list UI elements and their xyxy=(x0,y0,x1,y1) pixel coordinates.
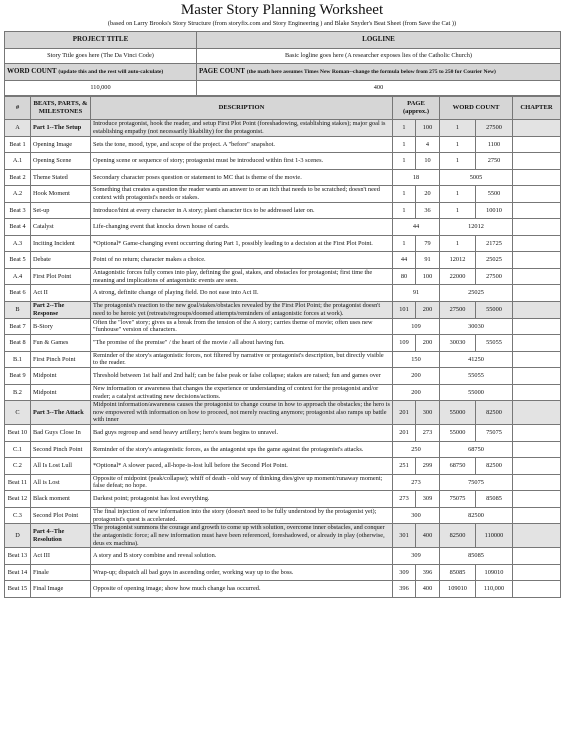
row-word-end[interactable]: 27500 xyxy=(476,268,513,285)
row-description: Bad guys regroup and send heavy artillery; hero's team begins to unravel. xyxy=(91,425,393,442)
row-word-start[interactable]: 85085 xyxy=(440,564,476,581)
row-word-end[interactable]: 2750 xyxy=(476,153,513,170)
row-page[interactable]: 91 xyxy=(393,285,440,302)
row-beat-name: Midpoint xyxy=(31,368,91,385)
row-number: Beat 15 xyxy=(5,581,31,598)
row-word-end[interactable]: 55000 xyxy=(476,302,513,319)
row-word-count[interactable]: 12012 xyxy=(440,219,513,236)
row-description: The protagonist's reaction to the new goal/stakes/obstacles revealed by the First Plot Point; the protagonist doesn't need to be heroic yet (retreats/regroups/doomed attempts/reminders of antagonistic forces at work). xyxy=(91,302,393,319)
row-word-count[interactable]: 82500 xyxy=(440,507,513,524)
row-word-start[interactable]: 1 xyxy=(440,120,476,137)
table-row xyxy=(5,302,561,319)
row-word-end[interactable]: 1100 xyxy=(476,136,513,153)
row-chapter[interactable] xyxy=(513,384,561,401)
row-word-end[interactable]: 75075 xyxy=(476,425,513,442)
row-page-start[interactable]: 201 xyxy=(393,401,416,425)
row-word-end[interactable]: 5500 xyxy=(476,186,513,203)
worksheet xyxy=(4,2,560,598)
row-description: Introduce/hint at every character in A story; plant character tics to be addressed later on. xyxy=(91,202,393,219)
row-page-start[interactable]: 309 xyxy=(393,564,416,581)
row-beat-name: Midpoint xyxy=(31,384,91,401)
row-word-count[interactable]: 30030 xyxy=(440,318,513,335)
row-description: Life-changing event that knocks down house of cards. xyxy=(91,219,393,236)
page-count-value[interactable]: 400 xyxy=(197,81,561,96)
row-chapter[interactable] xyxy=(513,268,561,285)
row-beat-name: Opening Image xyxy=(31,136,91,153)
row-word-start[interactable]: 27500 xyxy=(440,302,476,319)
row-number: Beat 12 xyxy=(5,491,31,508)
row-word-end[interactable]: 110,000 xyxy=(476,581,513,598)
row-number: Beat 14 xyxy=(5,564,31,581)
row-description: Wrap-up; dispatch all bad guys in ascending order, working way up to the boss. xyxy=(91,564,393,581)
row-chapter[interactable] xyxy=(513,186,561,203)
table-row xyxy=(5,425,561,442)
row-chapter[interactable] xyxy=(513,219,561,236)
row-number: D xyxy=(5,524,31,548)
row-number: Beat 2 xyxy=(5,169,31,186)
row-page[interactable]: 109 xyxy=(393,318,440,335)
row-page-end[interactable]: 4 xyxy=(416,136,440,153)
row-description: Secondary character poses question or statement to MC that is theme of the movie. xyxy=(91,169,393,186)
row-page-end[interactable]: 79 xyxy=(416,235,440,252)
row-word-start[interactable]: 1 xyxy=(440,136,476,153)
row-page-start[interactable]: 1 xyxy=(393,235,416,252)
row-word-end[interactable]: 82500 xyxy=(476,458,513,475)
project-info-table xyxy=(4,31,561,96)
table-row xyxy=(5,401,561,425)
page-subtitle: (based on Larry Brooks's Story Structure (from storyfix.com and Story Engineering ) and Blake Snyder's Beat Sheet (from Save the Cat )) xyxy=(107,20,457,27)
row-beat-name: Part 4--The Resolution xyxy=(31,524,91,548)
row-page-start[interactable]: 80 xyxy=(393,268,416,285)
row-number: Beat 5 xyxy=(5,252,31,269)
row-page-start[interactable]: 396 xyxy=(393,581,416,598)
row-page-end[interactable]: 309 xyxy=(416,491,440,508)
col-page-header: PAGE (approx.) xyxy=(393,97,440,120)
row-word-start[interactable]: 55000 xyxy=(440,425,476,442)
row-chapter[interactable] xyxy=(513,235,561,252)
row-description: A strong, definite change of playing field. Do not ease into Act II. xyxy=(91,285,393,302)
row-word-count[interactable]: 85085 xyxy=(440,548,513,565)
row-chapter[interactable] xyxy=(513,458,561,475)
row-page-end[interactable]: 100 xyxy=(416,268,440,285)
row-page-start[interactable]: 1 xyxy=(393,136,416,153)
table-row xyxy=(5,235,561,252)
row-number: Beat 3 xyxy=(5,202,31,219)
row-chapter[interactable] xyxy=(513,153,561,170)
row-word-count[interactable]: 68750 xyxy=(440,441,513,458)
project-title-label: PROJECT TITLE xyxy=(5,32,197,49)
row-beat-name: Second Plot Point xyxy=(31,507,91,524)
row-beat-name: Part 1--The Setup xyxy=(31,120,91,137)
row-word-end[interactable]: 10010 xyxy=(476,202,513,219)
row-description: Opposite of opening image; show how much change has occurred. xyxy=(91,581,393,598)
row-beat-name: Debate xyxy=(31,252,91,269)
row-page-end[interactable]: 400 xyxy=(416,524,440,548)
row-chapter[interactable] xyxy=(513,581,561,598)
row-chapter[interactable] xyxy=(513,202,561,219)
row-number: B.2 xyxy=(5,384,31,401)
table-row xyxy=(5,441,561,458)
table-row xyxy=(5,285,561,302)
row-chapter[interactable] xyxy=(513,425,561,442)
word-count-value[interactable]: 110,000 xyxy=(5,81,197,96)
word-count-note: (update this and the rest will auto-calculate) xyxy=(58,68,164,75)
row-beat-name: Second Pinch Point xyxy=(31,441,91,458)
table-row xyxy=(5,491,561,508)
row-chapter[interactable] xyxy=(513,302,561,319)
table-row xyxy=(5,186,561,203)
row-chapter[interactable] xyxy=(513,169,561,186)
logline-value[interactable]: Basic logline goes here (A researcher exposes lies of the Catholic Church) xyxy=(197,49,561,64)
row-number: Beat 11 xyxy=(5,474,31,491)
row-page[interactable]: 300 xyxy=(393,507,440,524)
row-number: Beat 10 xyxy=(5,425,31,442)
row-page-end[interactable]: 200 xyxy=(416,335,440,352)
row-word-start[interactable]: 75075 xyxy=(440,491,476,508)
row-chapter[interactable] xyxy=(513,441,561,458)
row-word-start[interactable]: 22000 xyxy=(440,268,476,285)
table-row xyxy=(5,202,561,219)
table-row xyxy=(5,564,561,581)
column-header-row xyxy=(5,97,561,120)
row-page-end[interactable]: 273 xyxy=(416,425,440,442)
row-page-start[interactable]: 1 xyxy=(393,120,416,137)
row-page-start[interactable]: 1 xyxy=(393,186,416,203)
row-number: Beat 1 xyxy=(5,136,31,153)
row-chapter[interactable] xyxy=(513,368,561,385)
row-number: Beat 9 xyxy=(5,368,31,385)
table-row xyxy=(5,507,561,524)
row-word-start[interactable]: 1 xyxy=(440,235,476,252)
row-word-start[interactable]: 12012 xyxy=(440,252,476,269)
row-beat-name: Inciting Incident xyxy=(31,235,91,252)
row-number: Beat 13 xyxy=(5,548,31,565)
row-description: Opening scene or sequence of story; protagonist must be introduced within first 1-3 scenes. xyxy=(91,153,393,170)
row-chapter[interactable] xyxy=(513,507,561,524)
page-count-label: PAGE COUNT xyxy=(199,66,245,75)
row-description: Midpoint information/awareness causes the protagonist to change course in how to approach the obstacles; the hero is now empowered with information on how to proceed, not merely reacting anymore; protagonist also ramps up battle with inner xyxy=(91,401,393,425)
row-page-start[interactable]: 101 xyxy=(393,302,416,319)
table-row xyxy=(5,120,561,137)
row-chapter[interactable] xyxy=(513,252,561,269)
row-chapter[interactable] xyxy=(513,548,561,565)
row-word-start[interactable]: 68750 xyxy=(440,458,476,475)
col-num-header: # xyxy=(5,97,31,120)
table-row xyxy=(5,548,561,565)
row-page-end[interactable]: 10 xyxy=(416,153,440,170)
row-description: Threshold between 1st half and 2nd half; can be false peak or false collapse; stakes are raised; fun and games over xyxy=(91,368,393,385)
col-description-header: DESCRIPTION xyxy=(91,97,393,120)
row-chapter[interactable] xyxy=(513,335,561,352)
row-description: *Optional* Game-changing event occurring during Part 1, possibly leading to a decision at the First Plot Point. xyxy=(91,235,393,252)
row-page-start[interactable]: 273 xyxy=(393,491,416,508)
row-word-end[interactable]: 85085 xyxy=(476,491,513,508)
row-word-count[interactable]: 41250 xyxy=(440,351,513,368)
beat-rows xyxy=(5,120,561,598)
row-number: B xyxy=(5,302,31,319)
row-page[interactable]: 273 xyxy=(393,474,440,491)
row-page[interactable]: 309 xyxy=(393,548,440,565)
table-row xyxy=(5,153,561,170)
row-beat-name: Set-up xyxy=(31,202,91,219)
row-word-end[interactable]: 55055 xyxy=(476,335,513,352)
table-row xyxy=(5,351,561,368)
table-row xyxy=(5,368,561,385)
row-description: Introduce protagonist, hook the reader, and setup First Plot Point (foreshadowing, establishing stakes); major goal is establishing empathy (not necessarily likability) for the protagonist. xyxy=(91,120,393,137)
row-word-count[interactable]: 25025 xyxy=(440,285,513,302)
row-description: Antagonistic forces fully comes into play, defining the goal, stakes, and obstacles for protagonist; first time the meaning and implications of antagonistic events are seen. xyxy=(91,268,393,285)
row-chapter[interactable] xyxy=(513,474,561,491)
row-number: C.3 xyxy=(5,507,31,524)
row-word-end[interactable]: 110000 xyxy=(476,524,513,548)
row-chapter[interactable] xyxy=(513,491,561,508)
row-page-start[interactable]: 109 xyxy=(393,335,416,352)
row-word-count[interactable]: 75075 xyxy=(440,474,513,491)
row-page-start[interactable]: 44 xyxy=(393,252,416,269)
row-chapter[interactable] xyxy=(513,351,561,368)
row-number: Beat 7 xyxy=(5,318,31,335)
row-page-end[interactable]: 20 xyxy=(416,186,440,203)
row-number: C.2 xyxy=(5,458,31,475)
row-page[interactable]: 200 xyxy=(393,368,440,385)
row-page-start[interactable]: 1 xyxy=(393,202,416,219)
row-word-count[interactable]: 55000 xyxy=(440,384,513,401)
row-page-end[interactable]: 300 xyxy=(416,401,440,425)
row-number: Beat 4 xyxy=(5,219,31,236)
row-beat-name: B-Story xyxy=(31,318,91,335)
row-word-count[interactable]: 5005 xyxy=(440,169,513,186)
page-count-header xyxy=(197,64,561,81)
row-beat-name: Catalyst xyxy=(31,219,91,236)
row-page-end[interactable]: 200 xyxy=(416,302,440,319)
word-count-label: WORD COUNT xyxy=(7,66,57,75)
row-beat-name: Bad Guys Close In xyxy=(31,425,91,442)
row-page-end[interactable]: 100 xyxy=(416,120,440,137)
row-page[interactable]: 18 xyxy=(393,169,440,186)
row-description: Often the "love" story; gives us a break from the tension of the A story; carries theme of movie; often uses new "funhouse" version of characters. xyxy=(91,318,393,335)
col-chapter-header: CHAPTER xyxy=(513,97,561,120)
row-description: Darkest point; protagonist has lost everything. xyxy=(91,491,393,508)
project-title-value[interactable]: Story Title goes here (The Da Vinci Code) xyxy=(5,49,197,64)
table-row xyxy=(5,384,561,401)
row-chapter[interactable] xyxy=(513,564,561,581)
row-page-end[interactable]: 400 xyxy=(416,581,440,598)
row-number: Beat 8 xyxy=(5,335,31,352)
row-beat-name: All Is Lost Lull xyxy=(31,458,91,475)
row-page-start[interactable]: 1 xyxy=(393,153,416,170)
row-word-start[interactable]: 82500 xyxy=(440,524,476,548)
row-page-end[interactable]: 396 xyxy=(416,564,440,581)
row-chapter[interactable] xyxy=(513,318,561,335)
table-row xyxy=(5,318,561,335)
row-word-start[interactable]: 30030 xyxy=(440,335,476,352)
row-chapter[interactable] xyxy=(513,524,561,548)
col-beats-header: BEATS, PARTS, & MILESTONES xyxy=(31,97,91,120)
row-beat-name: Fun & Games xyxy=(31,335,91,352)
row-page-start[interactable]: 251 xyxy=(393,458,416,475)
row-number: A xyxy=(5,120,31,137)
row-word-start[interactable]: 1 xyxy=(440,202,476,219)
row-number: A.1 xyxy=(5,153,31,170)
row-word-end[interactable]: 82500 xyxy=(476,401,513,425)
table-row xyxy=(5,268,561,285)
table-row xyxy=(5,335,561,352)
row-chapter[interactable] xyxy=(513,285,561,302)
table-row xyxy=(5,169,561,186)
row-beat-name: Final Image xyxy=(31,581,91,598)
row-chapter[interactable] xyxy=(513,136,561,153)
page-title: Master Story Planning Worksheet xyxy=(180,2,384,18)
row-number: C.1 xyxy=(5,441,31,458)
col-word-count-header: WORD COUNT xyxy=(440,97,513,120)
row-beat-name: Hook Moment xyxy=(31,186,91,203)
row-page[interactable]: 44 xyxy=(393,219,440,236)
row-number: A.2 xyxy=(5,186,31,203)
row-number: B.1 xyxy=(5,351,31,368)
row-description: "The promise of the premise" / the heart of the movie / all about having fun. xyxy=(91,335,393,352)
row-word-start[interactable]: 1 xyxy=(440,153,476,170)
row-number: A.3 xyxy=(5,235,31,252)
row-description: New information or awareness that changes the experience or understanding of context for the protagonist and/or reader; a catalyst activating new decisions/actions. xyxy=(91,384,393,401)
row-page-start[interactable]: 301 xyxy=(393,524,416,548)
row-beat-name: Black moment xyxy=(31,491,91,508)
row-page-end[interactable]: 91 xyxy=(416,252,440,269)
row-beat-name: Act II xyxy=(31,285,91,302)
row-beat-name: Part 3--The Attack xyxy=(31,401,91,425)
row-page-end[interactable]: 36 xyxy=(416,202,440,219)
word-count-header xyxy=(5,64,197,81)
row-word-start[interactable]: 55000 xyxy=(440,401,476,425)
row-word-end[interactable]: 21725 xyxy=(476,235,513,252)
row-beat-name: Opening Scene xyxy=(31,153,91,170)
row-beat-name: Theme Stated xyxy=(31,169,91,186)
row-beat-name: First Pinch Point xyxy=(31,351,91,368)
row-chapter[interactable] xyxy=(513,120,561,137)
table-row xyxy=(5,136,561,153)
row-page[interactable]: 150 xyxy=(393,351,440,368)
row-page[interactable]: 250 xyxy=(393,441,440,458)
row-number: A.4 xyxy=(5,268,31,285)
row-description: Reminder of the story's antagonistic forces, not filtered by narrative or protagonist's description, but directly visible to the reader. xyxy=(91,351,393,368)
row-word-count[interactable]: 55055 xyxy=(440,368,513,385)
row-page-start[interactable]: 201 xyxy=(393,425,416,442)
row-beat-name: Part 2--The Response xyxy=(31,302,91,319)
row-word-end[interactable]: 27500 xyxy=(476,120,513,137)
row-description: Reminder of the story's antagonistic forces, as the antagonist ups the game against the protagonist's attacks. xyxy=(91,441,393,458)
row-number: C xyxy=(5,401,31,425)
row-word-start[interactable]: 1 xyxy=(440,186,476,203)
row-description: Opposite of midpoint (peak/collapse); whiff of death - old way of thinking dies/give up moment/runaway moment; false defeat; no hope. xyxy=(91,474,393,491)
table-row xyxy=(5,474,561,491)
table-row xyxy=(5,581,561,598)
row-word-end[interactable]: 109010 xyxy=(476,564,513,581)
row-description: Point of no return; character makes a choice. xyxy=(91,252,393,269)
row-beat-name: Finale xyxy=(31,564,91,581)
row-beat-name: First Plot Point xyxy=(31,268,91,285)
row-description: The final injection of new information into the story (doesn't need to be fully understood by the protagonist yet); protagonist's quest is accelerated. xyxy=(91,507,393,524)
page-count-note: (the math here assumes Times New Roman--change the formula below from 275 to 250 for Courier New) xyxy=(246,68,496,75)
table-row xyxy=(5,219,561,236)
table-row xyxy=(5,524,561,548)
logline-label: LOGLINE xyxy=(197,32,561,49)
table-row xyxy=(5,252,561,269)
row-number: Beat 6 xyxy=(5,285,31,302)
beats-table xyxy=(4,96,561,598)
row-chapter[interactable] xyxy=(513,401,561,425)
row-word-start[interactable]: 109010 xyxy=(440,581,476,598)
row-page[interactable]: 200 xyxy=(393,384,440,401)
row-page-end[interactable]: 299 xyxy=(416,458,440,475)
row-description: The protagonist summons the courage and growth to come up with solution, overcome inner obstacles, and conquer the antagonistic force; all new information must have been referenced, foreshadowed, or already in play (otherwise, deus ex machina). xyxy=(91,524,393,548)
row-description: A story and B story combine and reveal solution. xyxy=(91,548,393,565)
row-beat-name: All is Lost xyxy=(31,474,91,491)
row-description: Sets the tone, mood, type, and scope of the project. A "before" snapshot. xyxy=(91,136,393,153)
row-description: *Optional* A slower paced, all-hope-is-lost lull before the Second Plot Point. xyxy=(91,458,393,475)
row-word-end[interactable]: 25025 xyxy=(476,252,513,269)
row-beat-name: Act III xyxy=(31,548,91,565)
table-row xyxy=(5,458,561,475)
row-description: Something that creates a question the reader wants an answer to or an itch that needs to be scratched; doesn't need context with protagonist's needs or stakes. xyxy=(91,186,393,203)
